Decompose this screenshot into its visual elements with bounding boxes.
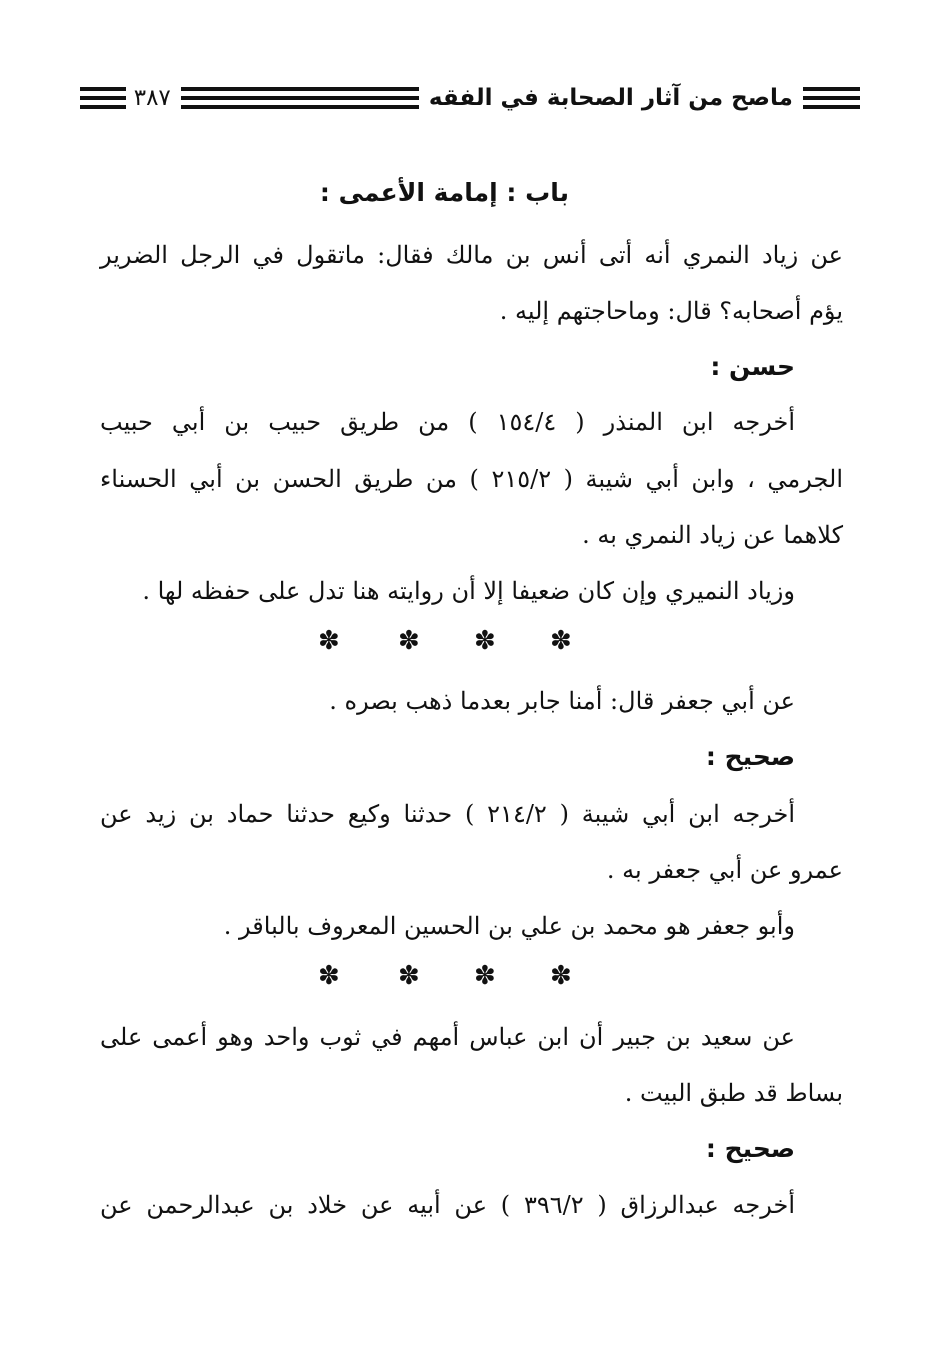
- separator-star: ✽: [550, 961, 572, 991]
- entry-3-takhrij-line-1: أخرجه عبدالرزاق ( ٣٩٦/٢ ) عن أبيه عن خلاد بن عبدالرحمن عن: [100, 1191, 795, 1219]
- separator-star: ✽: [318, 626, 340, 656]
- separator-star: ✽: [398, 961, 420, 991]
- running-header: [80, 72, 860, 124]
- entry-2-grade: صحيح :: [705, 742, 795, 771]
- entry-1-takhrij-line-2: الجرمي ، وابن أبي شيبة ( ٢١٥/٢ ) من طريق الحسن بن أبي الحسناء: [100, 465, 843, 493]
- separator-star: ✽: [474, 961, 496, 991]
- header-rule-left: [80, 87, 126, 109]
- entry-1-text-line-1: عن زياد النمري أنه أتى أنس بن مالك فقال: ماتقول في الرجل الضرير: [100, 241, 843, 269]
- page-number: ٣٨٧: [133, 85, 171, 111]
- section-title: باب : إمامة الأعمى :: [319, 178, 569, 207]
- header-rule-right: [803, 87, 860, 109]
- entry-2-takhrij-line-2: عمرو عن أبي جعفر به .: [606, 856, 843, 884]
- separator-star: ✽: [318, 961, 340, 991]
- entry-3-text-line-1: عن سعيد بن جبير أن ابن عباس أمهم في ثوب واحد وهو أعمى على: [100, 1023, 795, 1051]
- entry-2-note: وأبو جعفر هو محمد بن علي بن الحسين المعروف بالباقر .: [223, 912, 795, 940]
- entry-2-takhrij-line-1: أخرجه ابن أبي شيبة ( ٢١٤/٢ ) حدثنا وكيع حدثنا حماد بن زيد عن: [100, 800, 795, 828]
- separator-star: ✽: [474, 626, 496, 656]
- entry-3-grade: صحيح :: [705, 1134, 795, 1163]
- separator-star: ✽: [550, 626, 572, 656]
- header-title: ماصح من آثار الصحابة في الفقه: [428, 85, 793, 111]
- separator-star: ✽: [398, 626, 420, 656]
- entry-1-note: وزياد النميري وإن كان ضعيفا إلا أن روايته هنا تدل على حفظه لها .: [142, 577, 795, 605]
- entry-1-takhrij-line-1: أخرجه ابن المنذر ( ١٥٤/٤ ) من طريق حبيب بن أبي حبيب: [100, 408, 795, 436]
- entry-1-takhrij-line-3: كلاهما عن زياد النمري به .: [582, 521, 843, 549]
- entry-3-text-line-2: بساط قد طبق البيت .: [624, 1079, 843, 1107]
- entry-1-text-line-2: يؤم أصحابه؟ قال: وماحاجتهم إليه .: [499, 297, 843, 325]
- header-rule-middle: [181, 87, 419, 109]
- entry-2-text-line-1: عن أبي جعفر قال: أمنا جابر بعدما ذهب بصره .: [329, 687, 795, 715]
- entry-1-grade: حسن :: [710, 352, 795, 381]
